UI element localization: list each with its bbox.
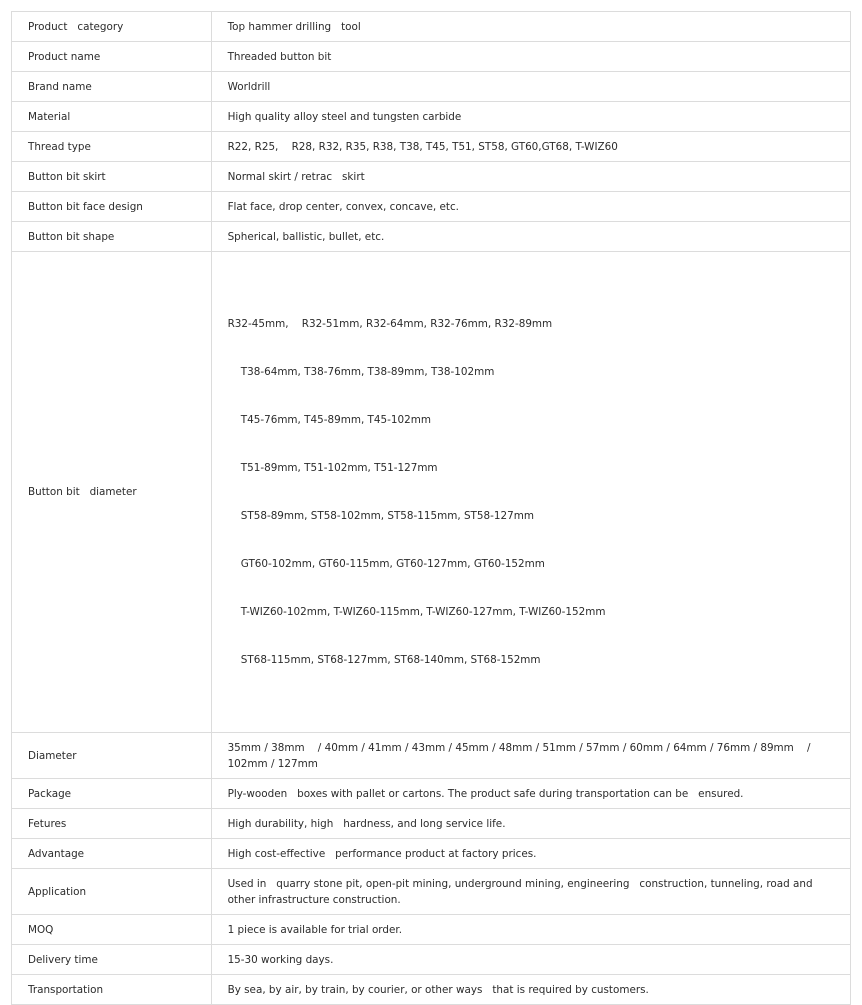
table-row <box>12 945 851 975</box>
table-row <box>12 192 851 222</box>
row-label-brand-name: Brand name <box>12 72 212 102</box>
row-label-material: Material <box>12 102 212 132</box>
diameter-line: ST68-115mm, ST68-127mm, ST68-140mm, ST68-152mm <box>227 654 541 666</box>
table-row <box>12 12 851 42</box>
row-value-product-category: Top hammer drilling tool <box>211 12 850 42</box>
row-label-moq: MOQ <box>12 915 212 945</box>
row-label-button-bit-skirt: Button bit skirt <box>12 162 212 192</box>
row-value-delivery-time: 15-30 working days. <box>211 945 850 975</box>
row-value-advantage: High cost-effective performance product at factory prices. <box>211 839 850 869</box>
row-label-diameter: Diameter <box>12 733 212 779</box>
table-row <box>12 915 851 945</box>
row-value-product-name: Threaded button bit <box>211 42 850 72</box>
table-row <box>12 733 851 779</box>
diameter-list <box>228 284 834 700</box>
row-label-fetures: Fetures <box>12 809 212 839</box>
row-value-brand-name: Worldrill <box>211 72 850 102</box>
diameter-line: ST58-89mm, ST58-102mm, ST58-115mm, ST58-127mm <box>227 510 534 522</box>
row-label-package: Package <box>12 779 212 809</box>
table-row <box>12 779 851 809</box>
diameter-line: T38-64mm, T38-76mm, T38-89mm, T38-102mm <box>227 366 495 378</box>
row-label-face-design: Button bit face design <box>12 192 212 222</box>
diameter-line: T-WIZ60-102mm, T-WIZ60-115mm, T-WIZ60-127mm, T-WIZ60-152mm <box>227 606 606 618</box>
row-value-application: Used in quarry stone pit, open-pit mining, underground mining, engineering construction, tunneling, road and other infrastructure construction. <box>211 869 850 915</box>
row-value-face-design: Flat face, drop center, convex, concave, etc. <box>211 192 850 222</box>
product-spec-table <box>11 11 851 1005</box>
row-value-diameter: 35mm / 38mm / 40mm / 41mm / 43mm / 45mm / 48mm / 51mm / 57mm / 60mm / 64mm / 76mm / 89mm / 102mm / 127mm <box>211 733 850 779</box>
table-row <box>12 162 851 192</box>
row-label-delivery-time: Delivery time <box>12 945 212 975</box>
row-value-material: High quality alloy steel and tungsten carbide <box>211 102 850 132</box>
row-value-button-bit-diameter <box>211 252 850 733</box>
row-value-transportation: By sea, by air, by train, by courier, or other ways that is required by customers. <box>211 975 850 1005</box>
table-row <box>12 132 851 162</box>
diameter-line: GT60-102mm, GT60-115mm, GT60-127mm, GT60-152mm <box>227 558 545 570</box>
table-row <box>12 975 851 1005</box>
row-value-button-bit-skirt: Normal skirt / retrac skirt <box>211 162 850 192</box>
row-value-package: Ply-wooden boxes with pallet or cartons. The product safe during transportation can be ensured. <box>211 779 850 809</box>
table-row <box>12 252 851 733</box>
table-row <box>12 809 851 839</box>
table-row <box>12 42 851 72</box>
row-label-button-bit-diameter: Button bit diameter <box>12 252 212 733</box>
table-row <box>12 839 851 869</box>
row-label-button-bit-shape: Button bit shape <box>12 222 212 252</box>
row-value-fetures: High durability, high hardness, and long service life. <box>211 809 850 839</box>
row-value-thread-type: R22, R25, R28, R32, R35, R38, T38, T45, T51, ST58, GT60,GT68, T-WIZ60 <box>211 132 850 162</box>
row-label-product-name: Product name <box>12 42 212 72</box>
table-row <box>12 222 851 252</box>
row-value-moq: 1 piece is available for trial order. <box>211 915 850 945</box>
diameter-line: R32-45mm, R32-51mm, R32-64mm, R32-76mm, R32-89mm <box>227 318 553 330</box>
row-label-advantage: Advantage <box>12 839 212 869</box>
table-row <box>12 72 851 102</box>
row-label-thread-type: Thread type <box>12 132 212 162</box>
table-row <box>12 102 851 132</box>
row-label-transportation: Transportation <box>12 975 212 1005</box>
row-label-application: Application <box>12 869 212 915</box>
row-value-button-bit-shape: Spherical, ballistic, bullet, etc. <box>211 222 850 252</box>
table-row <box>12 869 851 915</box>
diameter-line: T45-76mm, T45-89mm, T45-102mm <box>227 414 431 426</box>
diameter-line: T51-89mm, T51-102mm, T51-127mm <box>227 462 438 474</box>
row-label-product-category: Product category <box>12 12 212 42</box>
